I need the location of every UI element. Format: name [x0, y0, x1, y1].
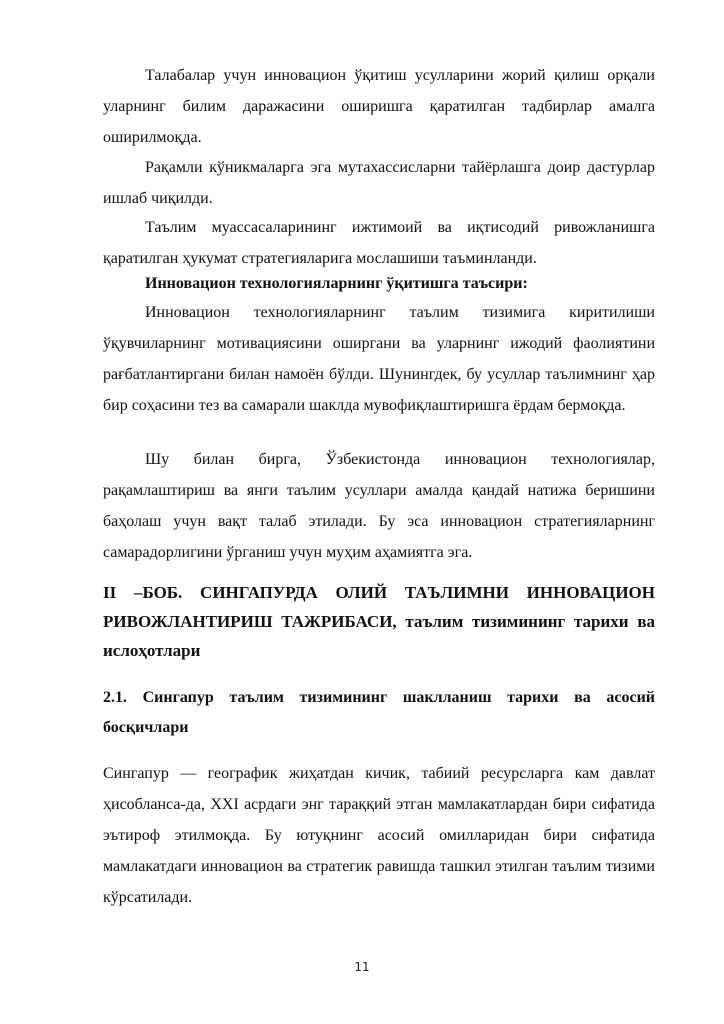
page-number: 11: [354, 960, 370, 974]
chapter-heading: II –БОБ. СИНГАПУРДА ОЛИЙ ТАЪЛИМНИ ИННОВАЦИОН РИВОЖЛАНТИРИШ ТАЖРИБАСИ, таълим тизимининг тарихи ва ислоҳотлари: [103, 583, 655, 660]
paragraph-5: Шу билан бирга, Ўзбекистонда инновацион технологиялар, рақамлаштириш ва янги таълим усуллари амалда қандай натижа беришини баҳолаш учун вақт талаб этилади. Бу эса инновацион стратегияларнинг самарадорлигини ўрганиш учун муҳим аҳамиятга эга.: [103, 451, 655, 561]
paragraph-2: Рақамли кўникмаларга эга мутахассисларни тайёрлашга доир дастурлар ишлаб чиқилди.: [103, 159, 655, 207]
section-paragraph: Сингапур — географик жиҳатдан кичик, табиий ресурсларга кам давлат ҳисобланса-да, XXI асрдаги энг тараққий этган мамлакатлардан бири сифатида эътироф этилмоқда. Бу ютуқнинг асосий омилларидан бири сифатида мамлакатдаги инновацион ва стратегик равишда ташкил этилган таълим тизими кўрсатилади.: [103, 765, 655, 906]
subheading-innovation-impact: Инновацион технологияларнинг ўқитишга таъсири:: [145, 275, 528, 292]
paragraph-4: Инновацион технологияларнинг таълим тизимига киритилиши ўқувчиларнинг мотивациясини оширгани ва уларнинг ижодий фаолиятини рағбатлантиргани билан намоён бўлди. Шунингдек, бу усуллар таълимнинг ҳар бир соҳасини тез ва самарали шаклда мувофиқлаштиришга ёрдам бермоқда.: [103, 304, 655, 414]
section-heading: 2.1. Сингапур таълим тизимининг шаклланиш тарихи ва асосий босқичлари: [103, 689, 655, 736]
paragraph-3: Таълим муассасаларининг ижтимоий ва иқтисодий ривожланишга қаратилган ҳукумат стратегияларига мослашиши таъминланди.: [103, 219, 655, 267]
paragraph-1: Талабалар учун инновацион ўқитиш усулларини жорий қилиш орқали уларнинг билим даражасини оширишга қаратилган тадбирлар амалга оширилмоқда.: [103, 67, 655, 146]
